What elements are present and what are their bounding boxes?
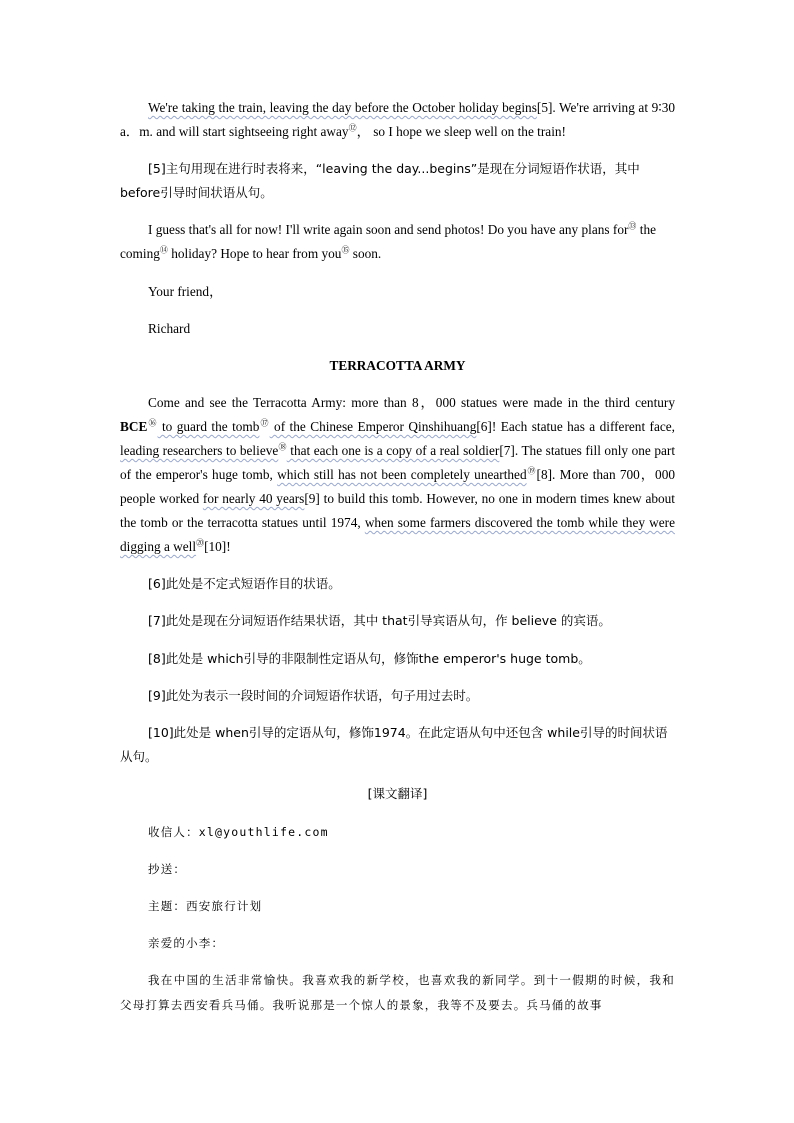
text-run: holiday? Hope to hear from you <box>167 246 342 261</box>
footnote-marker: ⑱ <box>278 442 287 452</box>
email-subject: 主题：西安旅行计划 <box>148 899 263 913</box>
underlined-phrase: of the Chinese Emperor Qinshihuang <box>269 419 477 434</box>
text-run: ， so I hope we sleep well on the train! <box>356 124 566 139</box>
bold-term: BCE <box>120 419 148 434</box>
article-paragraph <box>120 391 675 559</box>
text-run: [8]. More than 700，000 people worked <box>120 467 675 506</box>
note-8: [8]此处是 which引导的非限制性定语从句，修饰the emperor's huge tomb。 <box>148 651 591 666</box>
footnote-marker: ⑫ <box>348 123 357 133</box>
letter-paragraph-1 <box>120 96 675 144</box>
underlined-phrase: that each one is a copy of a real soldier <box>286 443 500 458</box>
footnote-marker: ⑯ <box>147 418 158 428</box>
letter-signoff: Your friend， <box>148 284 223 299</box>
footnote-marker: ⑭ <box>159 245 168 255</box>
email-greeting: 亲爱的小李： <box>148 936 225 950</box>
text-run: soon. <box>349 246 382 261</box>
underlined-phrase: leading researchers to believe <box>120 443 279 458</box>
email-to: 收信人：xl@youthlife.com <box>148 825 329 839</box>
text-run: [5]. We're arriving at 9∶30 a．m. and will start sightseeing right away <box>120 100 676 139</box>
text-run: [7]. The statues fill only one part of the emperor's huge tomb, <box>120 443 676 482</box>
underlined-phrase: which still has not been completely unearthed <box>277 467 527 482</box>
note-7: [7]此处是现在分词短语作结果状语，其中 that引导宾语从句，作 believe 的宾语。 <box>148 613 611 628</box>
text-run: the coming <box>120 222 656 261</box>
underlined-phrase: for nearly 40 years <box>202 491 305 506</box>
text-run: I guess that's all for now! I'll write again soon and send photos! Do you have any plans for <box>148 222 629 237</box>
footnote-marker: ⑳ <box>196 538 205 548</box>
letter-paragraph-2 <box>120 218 675 266</box>
note-9: [9]此处为表示一段时间的介词短语作状语，句子用过去时。 <box>148 688 479 703</box>
translation-heading: [课文翻译] <box>367 786 428 801</box>
email-cc: 抄送： <box>148 862 187 876</box>
text-run: [6]! Each statue has a different face, <box>476 419 676 434</box>
text-run: [10]! <box>204 539 231 554</box>
note-10: [10]此处是 when引导的定语从句，修饰1974。在此定语从句中还包含 while引导的时间状语从句。 <box>120 725 668 764</box>
note-5: [5]主句用现在进行时表将来，“leaving the day...begins”是现在分词短语作状语，其中 before引导时间状语从句。 <box>120 161 640 200</box>
footnote-marker: ⑲ <box>526 466 537 476</box>
footnote-marker: ⑬ <box>628 221 637 231</box>
underlined-phrase: to guard the tomb <box>157 419 260 434</box>
underlined-phrase: when some farmers discovered the tomb while they were digging a well <box>120 515 675 554</box>
footnote-marker: ⑰ <box>259 418 270 428</box>
article-title: TERRACOTTA ARMY <box>329 358 466 373</box>
text-run: [9] to build this tomb. However, no one in modern times knew about the tomb or the terracotta statues until 1974, <box>120 491 675 530</box>
footnote-marker: ⑮ <box>341 245 350 255</box>
text-run: Come and see the Terracotta Army: more than 8，000 statues were made in the third century <box>148 395 675 410</box>
letter-signature: Richard <box>148 321 191 336</box>
translation-body: 我在中国的生活非常愉快。我喜欢我的新学校，也喜欢我的新同学。到十一假期的时候，我和父母打算去西安看兵马俑。我听说那是一个惊人的景象，我等不及要去。兵马俑的故事 <box>120 973 675 1012</box>
note-6: [6]此处是不定式短语作目的状语。 <box>148 576 341 591</box>
underlined-phrase: We're taking the train, leaving the day before the October holiday begins <box>148 100 537 115</box>
